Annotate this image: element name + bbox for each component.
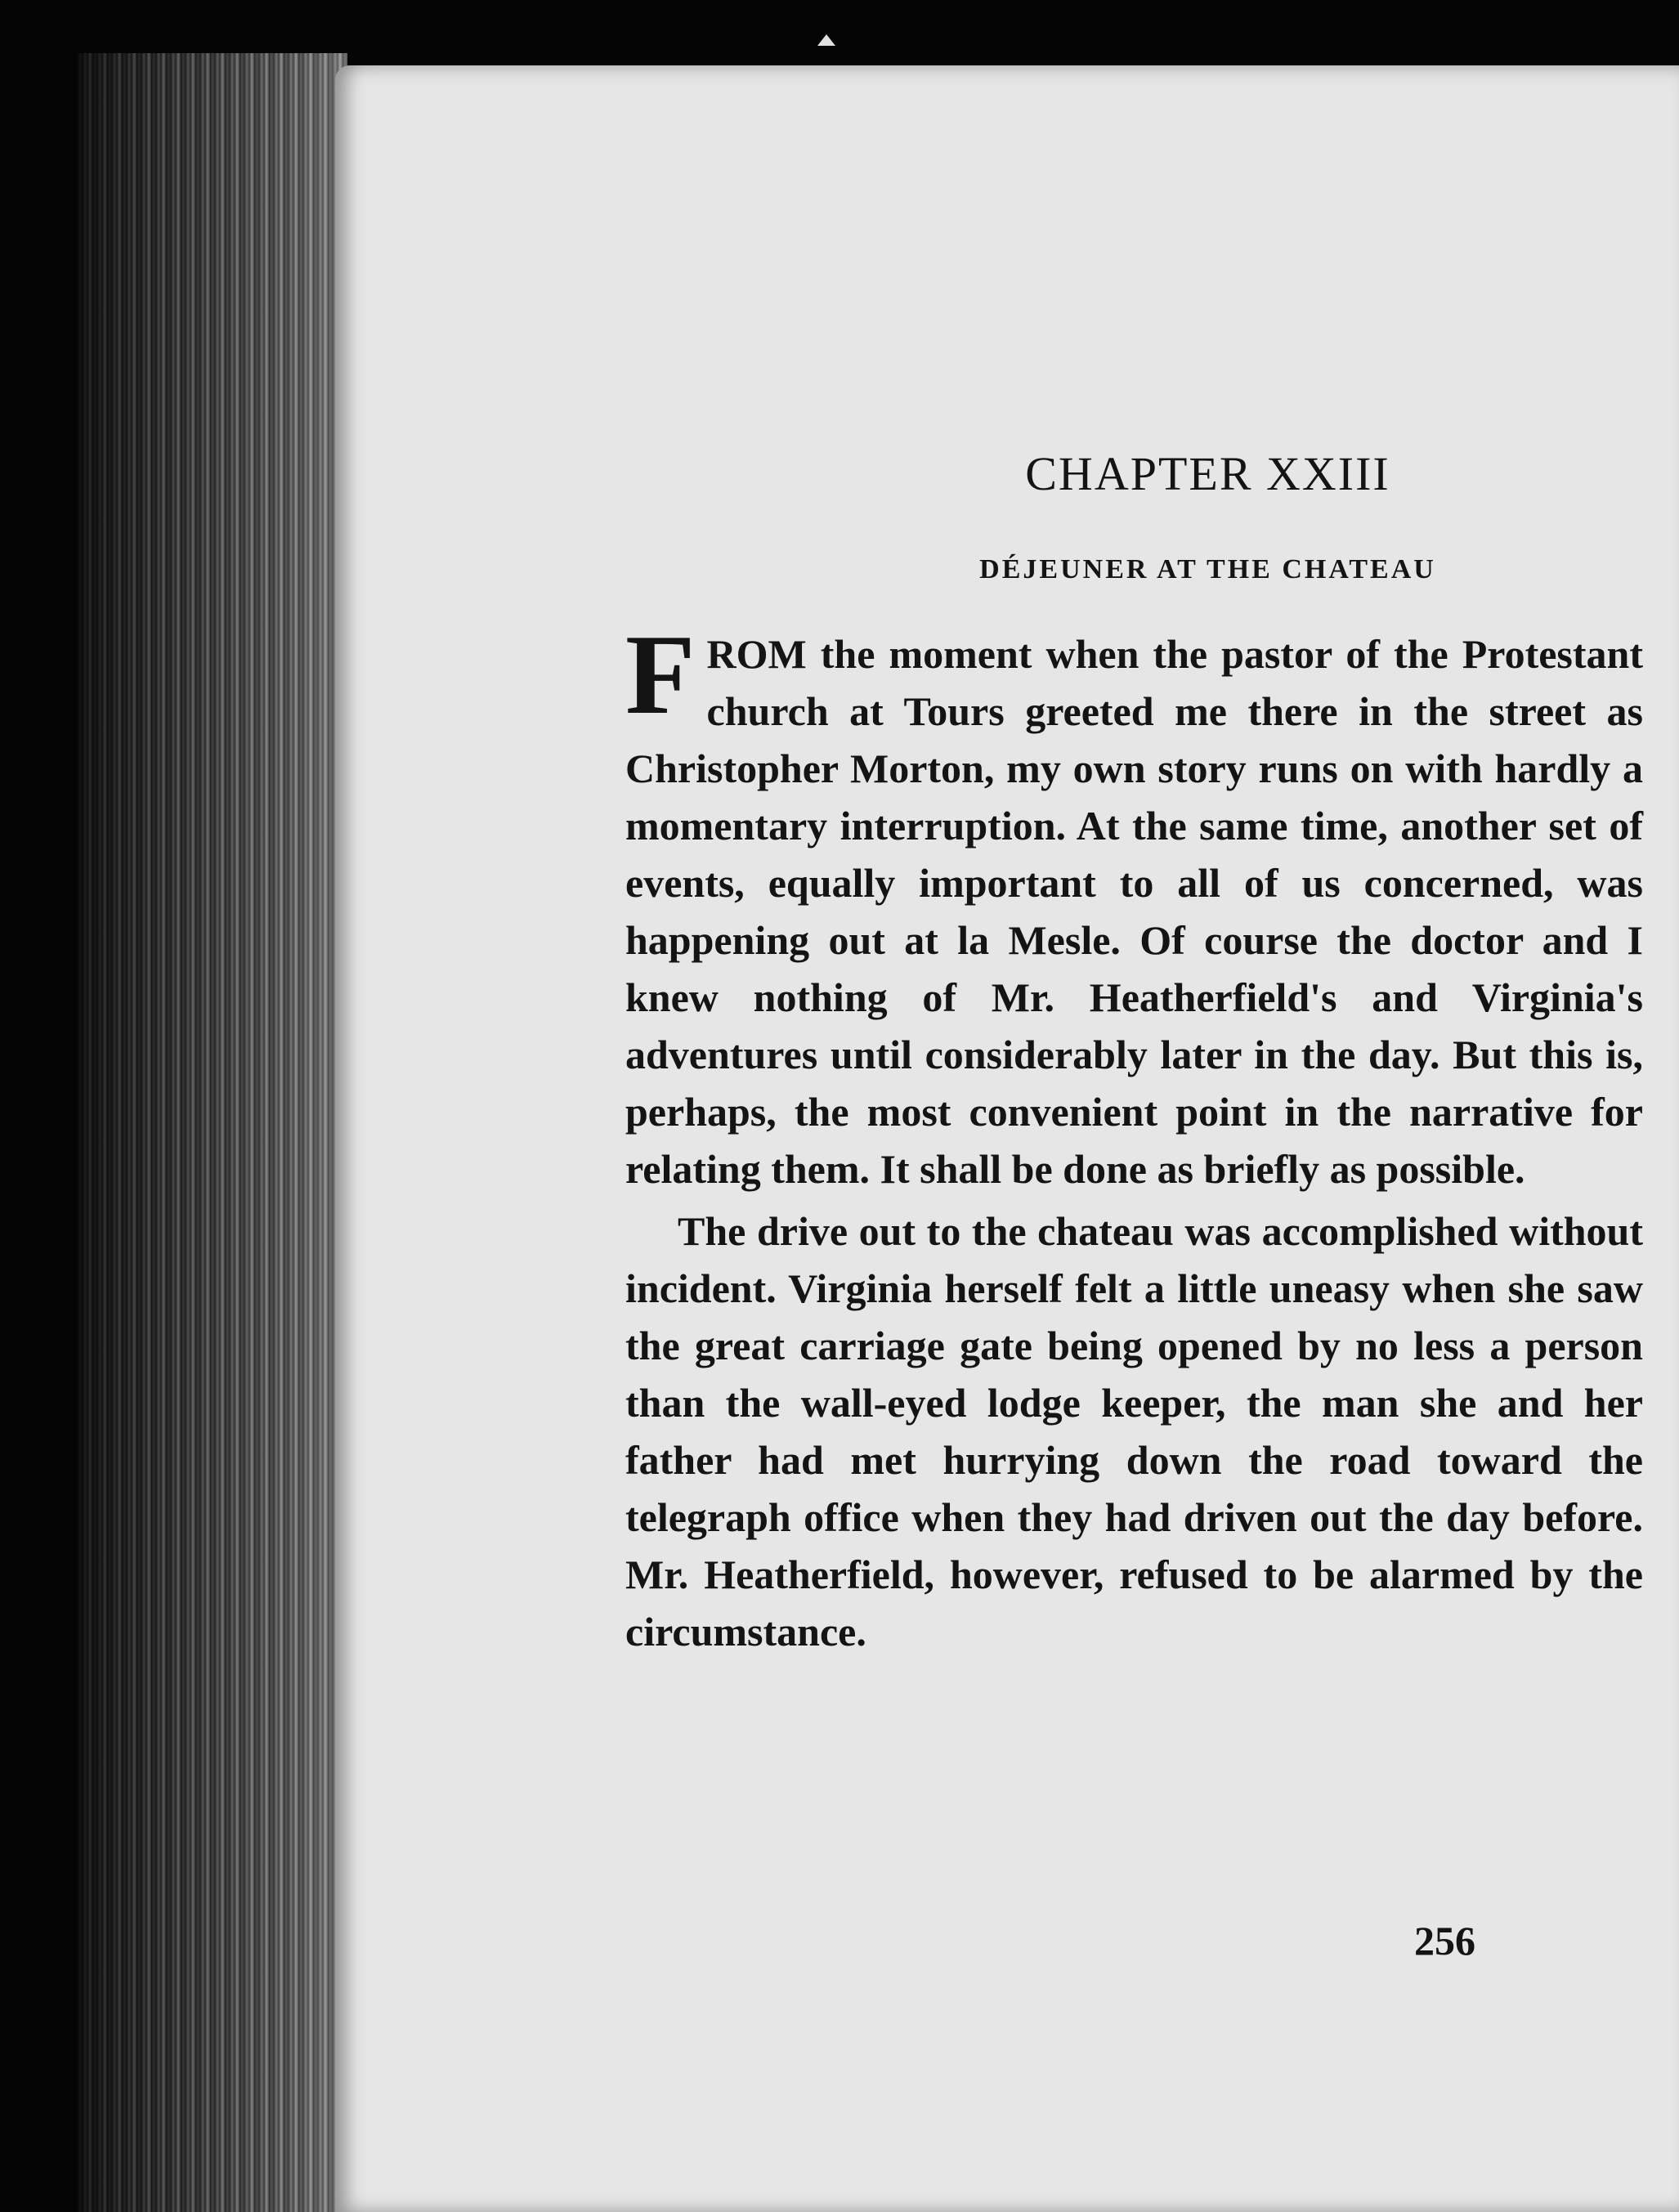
paragraph-1-text: ROM the moment when the pastor of the Protestant church at Tours greeted me there in the street as Christopher Morton, my own story runs on with hardly a momentary interruption. At the same time, another set of events, equally important to all of us concerned, was happening out at la Mesle. Of course the doctor and I knew nothing of Mr. Heatherfield's and Virginia's adventures until considerably later in the day. But this is, perhaps, the most convenient point in the narrative for relating them. It shall be done as briefly as possible.	[625, 631, 1643, 1193]
scan-mark	[817, 34, 835, 46]
paragraph-2: The drive out to the chateau was accomplished without incident. Virginia herself felt a little uneasy when she saw the great carriage gate being opened by no less a person than the wall-eyed lodge keeper, the man she and her father had met hurrying down the road toward the telegraph office when they had driven out the day before. Mr. Heatherfield, however, refused to be alarmed by the circumstance.	[625, 1208, 1643, 1655]
chapter-number: CHAPTER XXIII	[1025, 447, 1390, 500]
chapter-title: DÉJEUNER AT THE CHATEAU	[979, 553, 1436, 584]
paragraph-1	[625, 611, 1643, 1198]
text-block	[625, 446, 1643, 1660]
book-page	[335, 65, 1679, 2212]
drop-cap: F	[625, 611, 696, 739]
page-edges	[78, 53, 347, 2212]
page-number: 256	[1414, 1918, 1475, 1963]
